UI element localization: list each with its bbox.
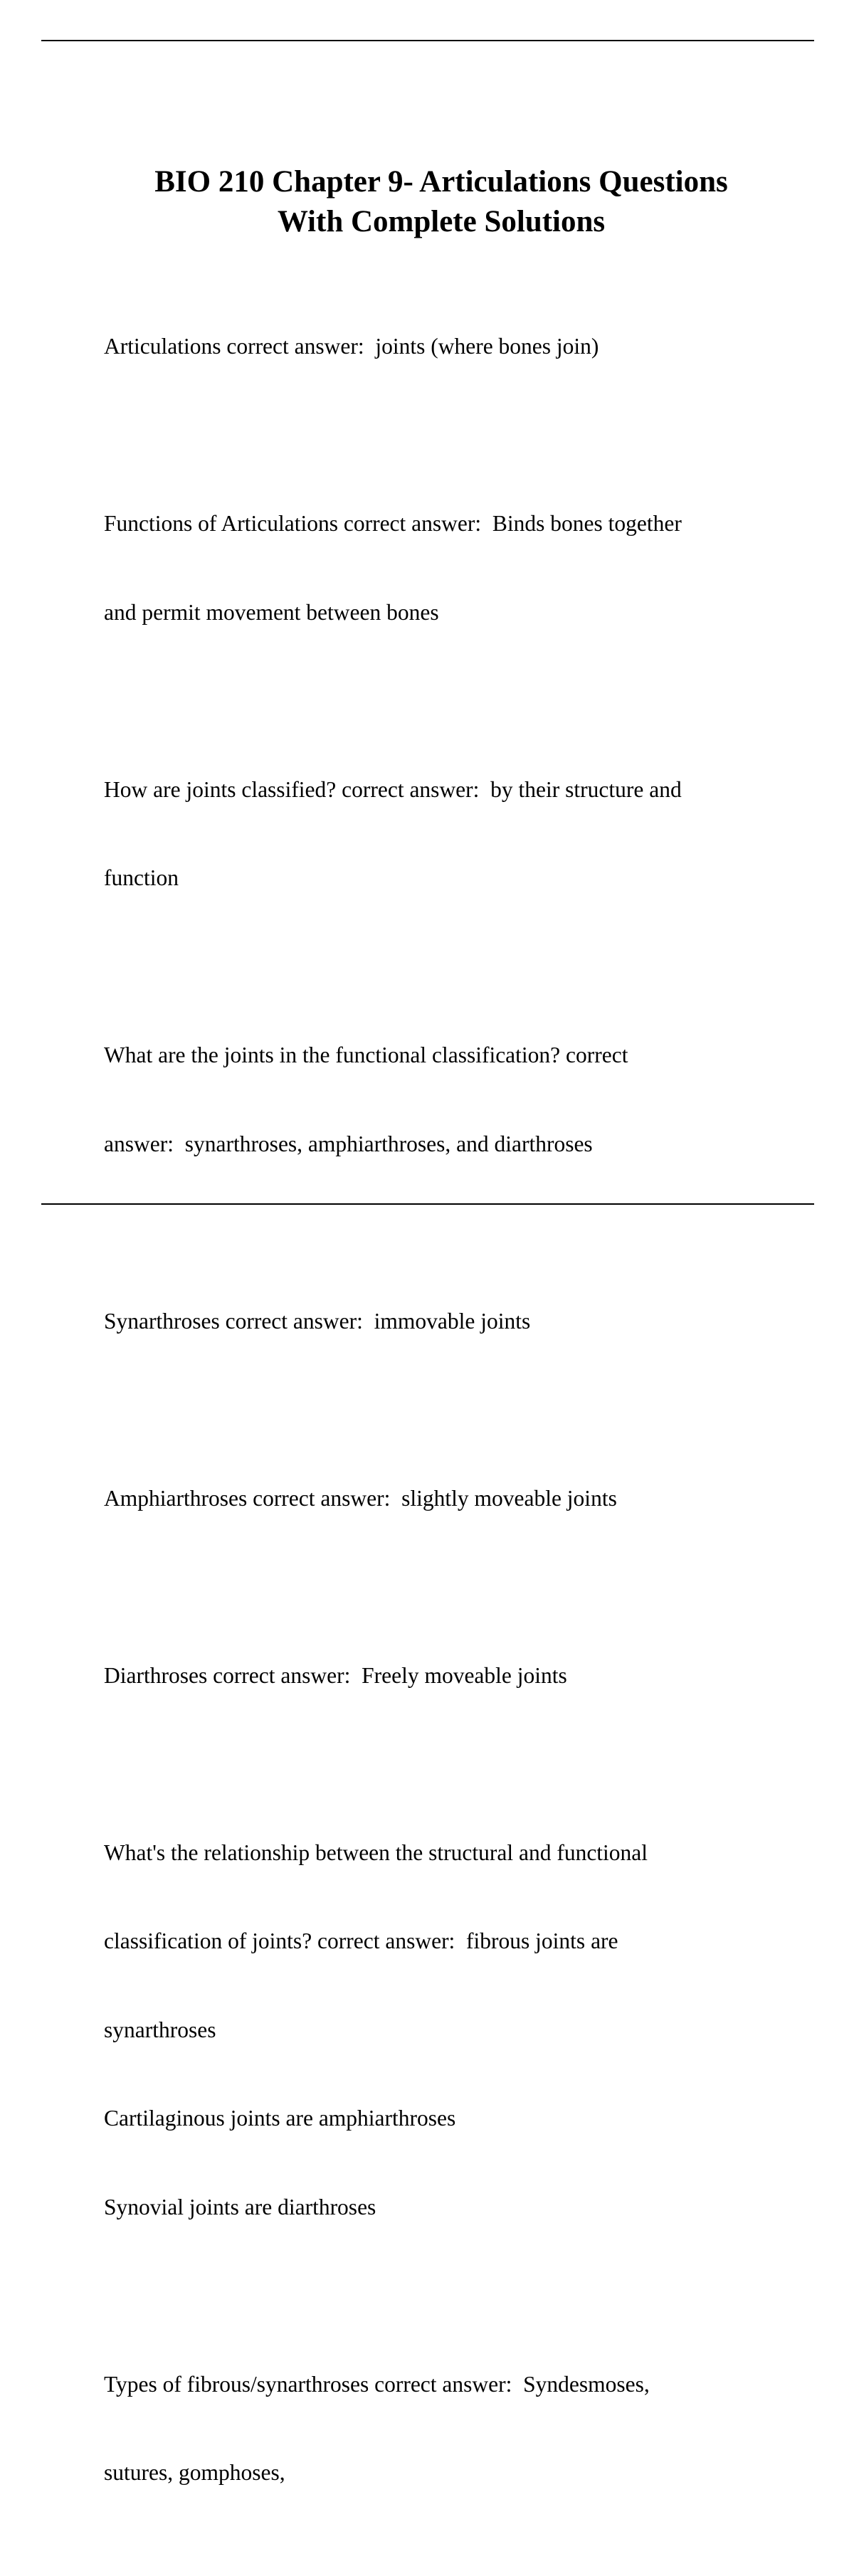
qa-line: synarthroses [104, 2017, 216, 2042]
qa-line: Functions of Articulations correct answer: Binds bones together [104, 511, 682, 536]
qa-line: sutures, gomphoses, [104, 2460, 285, 2485]
qa-item [104, 1779, 816, 2281]
document-title [71, 162, 811, 242]
qa-line: Synarthroses correct answer: immovable joints [104, 1308, 531, 1334]
qa-item [104, 2311, 816, 2547]
qa-line: Diarthroses correct answer: Freely moveable joints [104, 1662, 567, 1688]
qa-line: Synovial joints are diarthroses [104, 2194, 376, 2219]
qa-line: What are the joints in the functional classification? correct [104, 1042, 628, 1067]
qa-item [104, 981, 816, 1218]
qa-line: answer: synarthroses, amphiarthroses, and diarthroses [104, 1131, 593, 1156]
title-line-2: With Complete Solutions [277, 205, 606, 238]
qa-line: Cartilaginous joints are amphiarthroses [104, 2106, 456, 2131]
qa-list [104, 273, 816, 2576]
title-line-1: BIO 210 Chapter 9- Articulations Questions [154, 165, 728, 199]
qa-item [104, 273, 816, 421]
qa-line: Articulations correct answer: joints (where bones join) [104, 334, 599, 359]
qa-line: Types of fibrous/synarthroses correct answer: Syndesmoses, [104, 2371, 650, 2397]
qa-line: How are joints classified? correct answer: by their structure and [104, 776, 682, 802]
qa-line: function [104, 865, 179, 890]
qa-item [104, 1247, 816, 1395]
qa-item [104, 1425, 816, 1573]
qa-line: Amphiarthroses correct answer: slightly moveable joints [104, 1485, 617, 1511]
qa-item [104, 450, 816, 686]
qa-item [104, 716, 816, 952]
qa-line: and permit movement between bones [104, 599, 439, 625]
header-rule [41, 40, 814, 41]
qa-item [104, 1602, 816, 1750]
qa-line: What's the relationship between the structural and functional [104, 1839, 648, 1865]
footer-rule [41, 1203, 814, 1205]
qa-line: classification of joints? correct answer: fibrous joints are [104, 1928, 618, 1953]
